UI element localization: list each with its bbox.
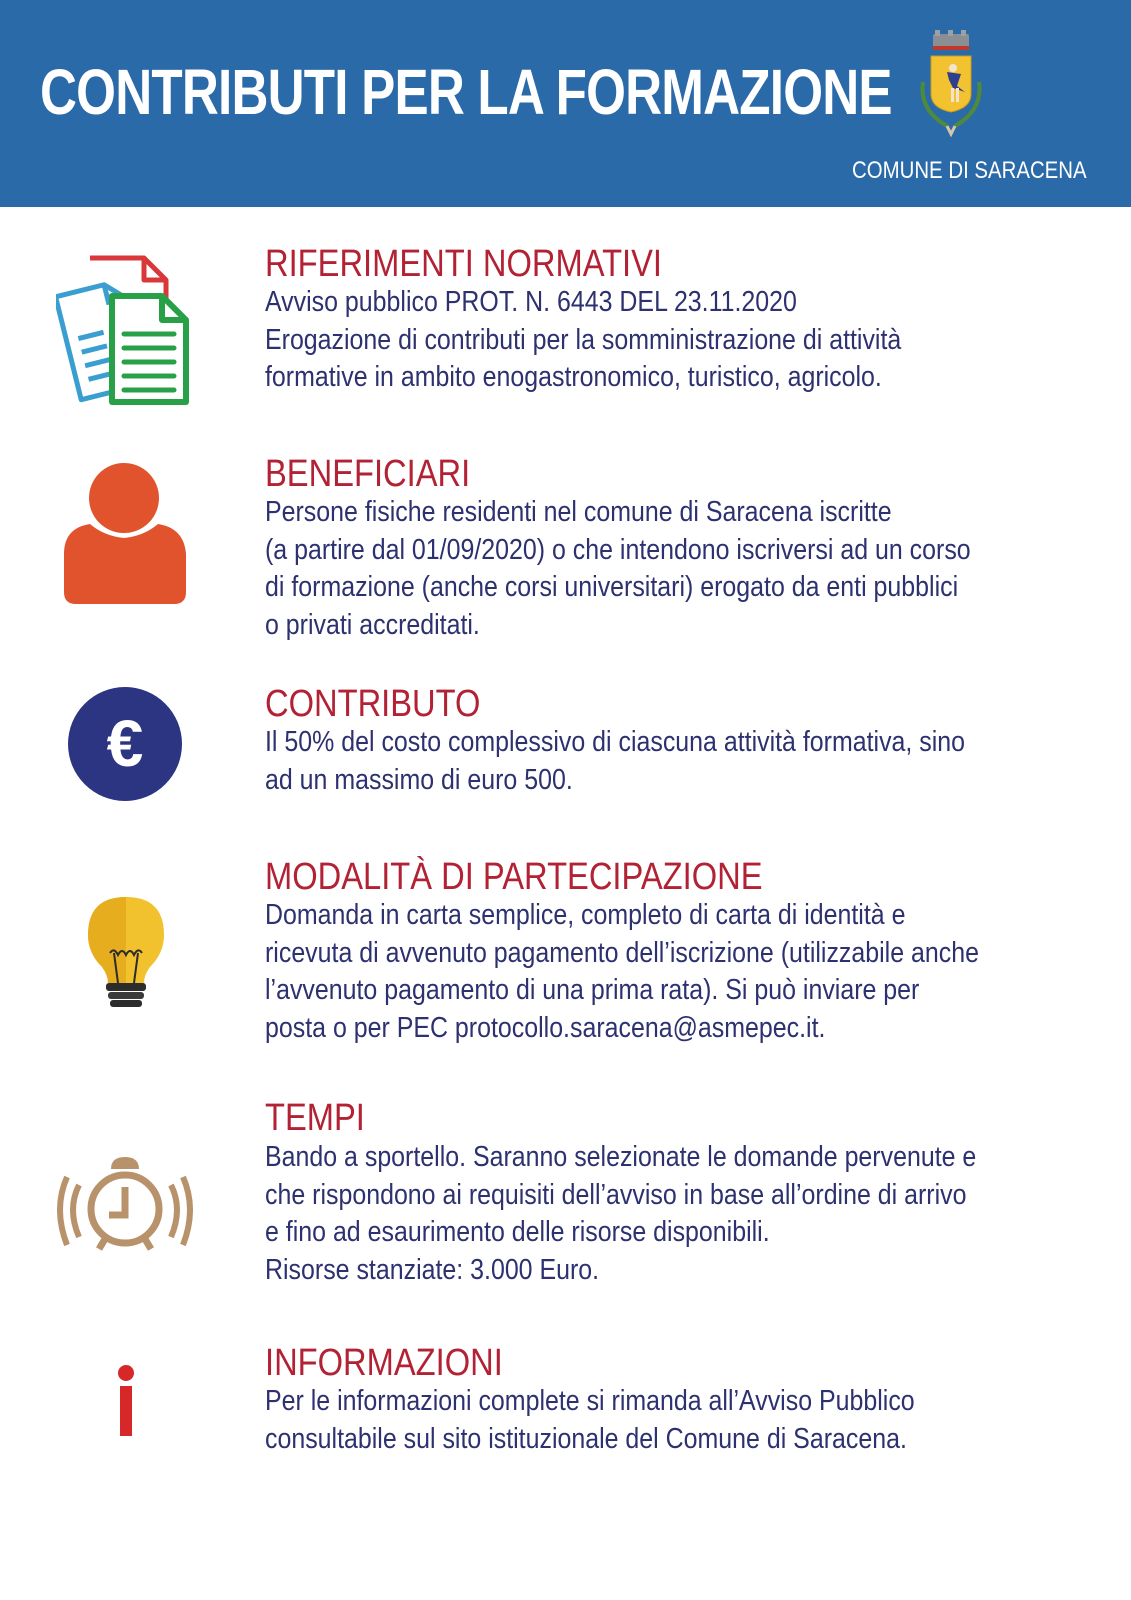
section-title: MODALITÀ DI PARTECIPAZIONE — [265, 856, 763, 898]
section-title: RIFERIMENTI NORMATIVI — [265, 243, 662, 285]
page-title: CONTRIBUTI PER LA FORMAZIONE — [40, 56, 892, 128]
body-line: ad un massimo di euro 500. — [265, 763, 573, 796]
body-line: di formazione (anche corsi universitari) erogato da enti pubblici — [265, 571, 959, 603]
section-body — [265, 1139, 976, 1289]
body-line: (a partire dal 01/09/2020) o che intendono iscriversi ad un corso — [265, 533, 971, 566]
body-line: Persone fisiche residenti nel comune di Saracena iscritte — [265, 496, 892, 528]
section-body — [265, 897, 979, 1047]
section-body — [265, 494, 971, 644]
header-banner — [0, 0, 1131, 207]
lightbulb-icon — [84, 895, 168, 1013]
municipality-name: COMUNE DI SARACENA — [852, 157, 1087, 184]
person-icon — [60, 462, 190, 606]
body-line: Risorse stanziate: 3.000 Euro. — [265, 1253, 600, 1286]
alarm-clock-icon — [57, 1155, 193, 1253]
euro-icon — [67, 686, 183, 802]
section-title: CONTRIBUTO — [265, 683, 481, 725]
body-line: l’avvenuto pagamento di una prima rata). Si può inviare per — [265, 974, 920, 1006]
section-body — [265, 724, 965, 799]
body-line: formative in ambito enogastronomico, turistico, agricolo. — [265, 361, 882, 393]
body-line: Domanda in carta semplice, completo di carta di identità e — [265, 899, 906, 931]
section-title: BENEFICIARI — [265, 453, 471, 495]
section-body — [265, 1383, 915, 1458]
coat-of-arms-icon — [903, 30, 999, 142]
section-title: INFORMAZIONI — [265, 1342, 503, 1384]
section-body — [265, 284, 901, 397]
body-line: che rispondono ai requisiti dell’avviso in base all’ordine di arrivo — [265, 1178, 967, 1211]
body-line: o privati accreditati. — [265, 608, 480, 641]
body-line: Il 50% del costo complessivo di ciascuna attività formativa, sino — [265, 726, 966, 758]
body-line: Per le informazioni complete si rimanda all’Avviso Pubblico — [265, 1385, 915, 1417]
body-line: e fino ad esaurimento delle risorse disponibili. — [265, 1216, 770, 1248]
svg-text:€: € — [106, 706, 144, 780]
body-line: ricevuta di avvenuto pagamento dell’iscrizione (utilizzabile anche — [265, 936, 979, 969]
body-line: Bando a sportello. Saranno selezionate le domande pervenute e — [265, 1141, 977, 1173]
section-title: TEMPI — [265, 1097, 365, 1139]
body-line: Avviso pubblico PROT. N. 6443 DEL 23.11.2020 — [265, 286, 797, 318]
body-line: Erogazione di contributi per la somministrazione di attività — [265, 323, 902, 356]
body-line: posta o per PEC protocollo.saracena@asmepec.it. — [265, 1011, 826, 1044]
body-line: consultabile sul sito istituzionale del Comune di Saracena. — [265, 1422, 907, 1455]
documents-icon — [56, 252, 194, 407]
info-icon — [116, 1364, 136, 1436]
